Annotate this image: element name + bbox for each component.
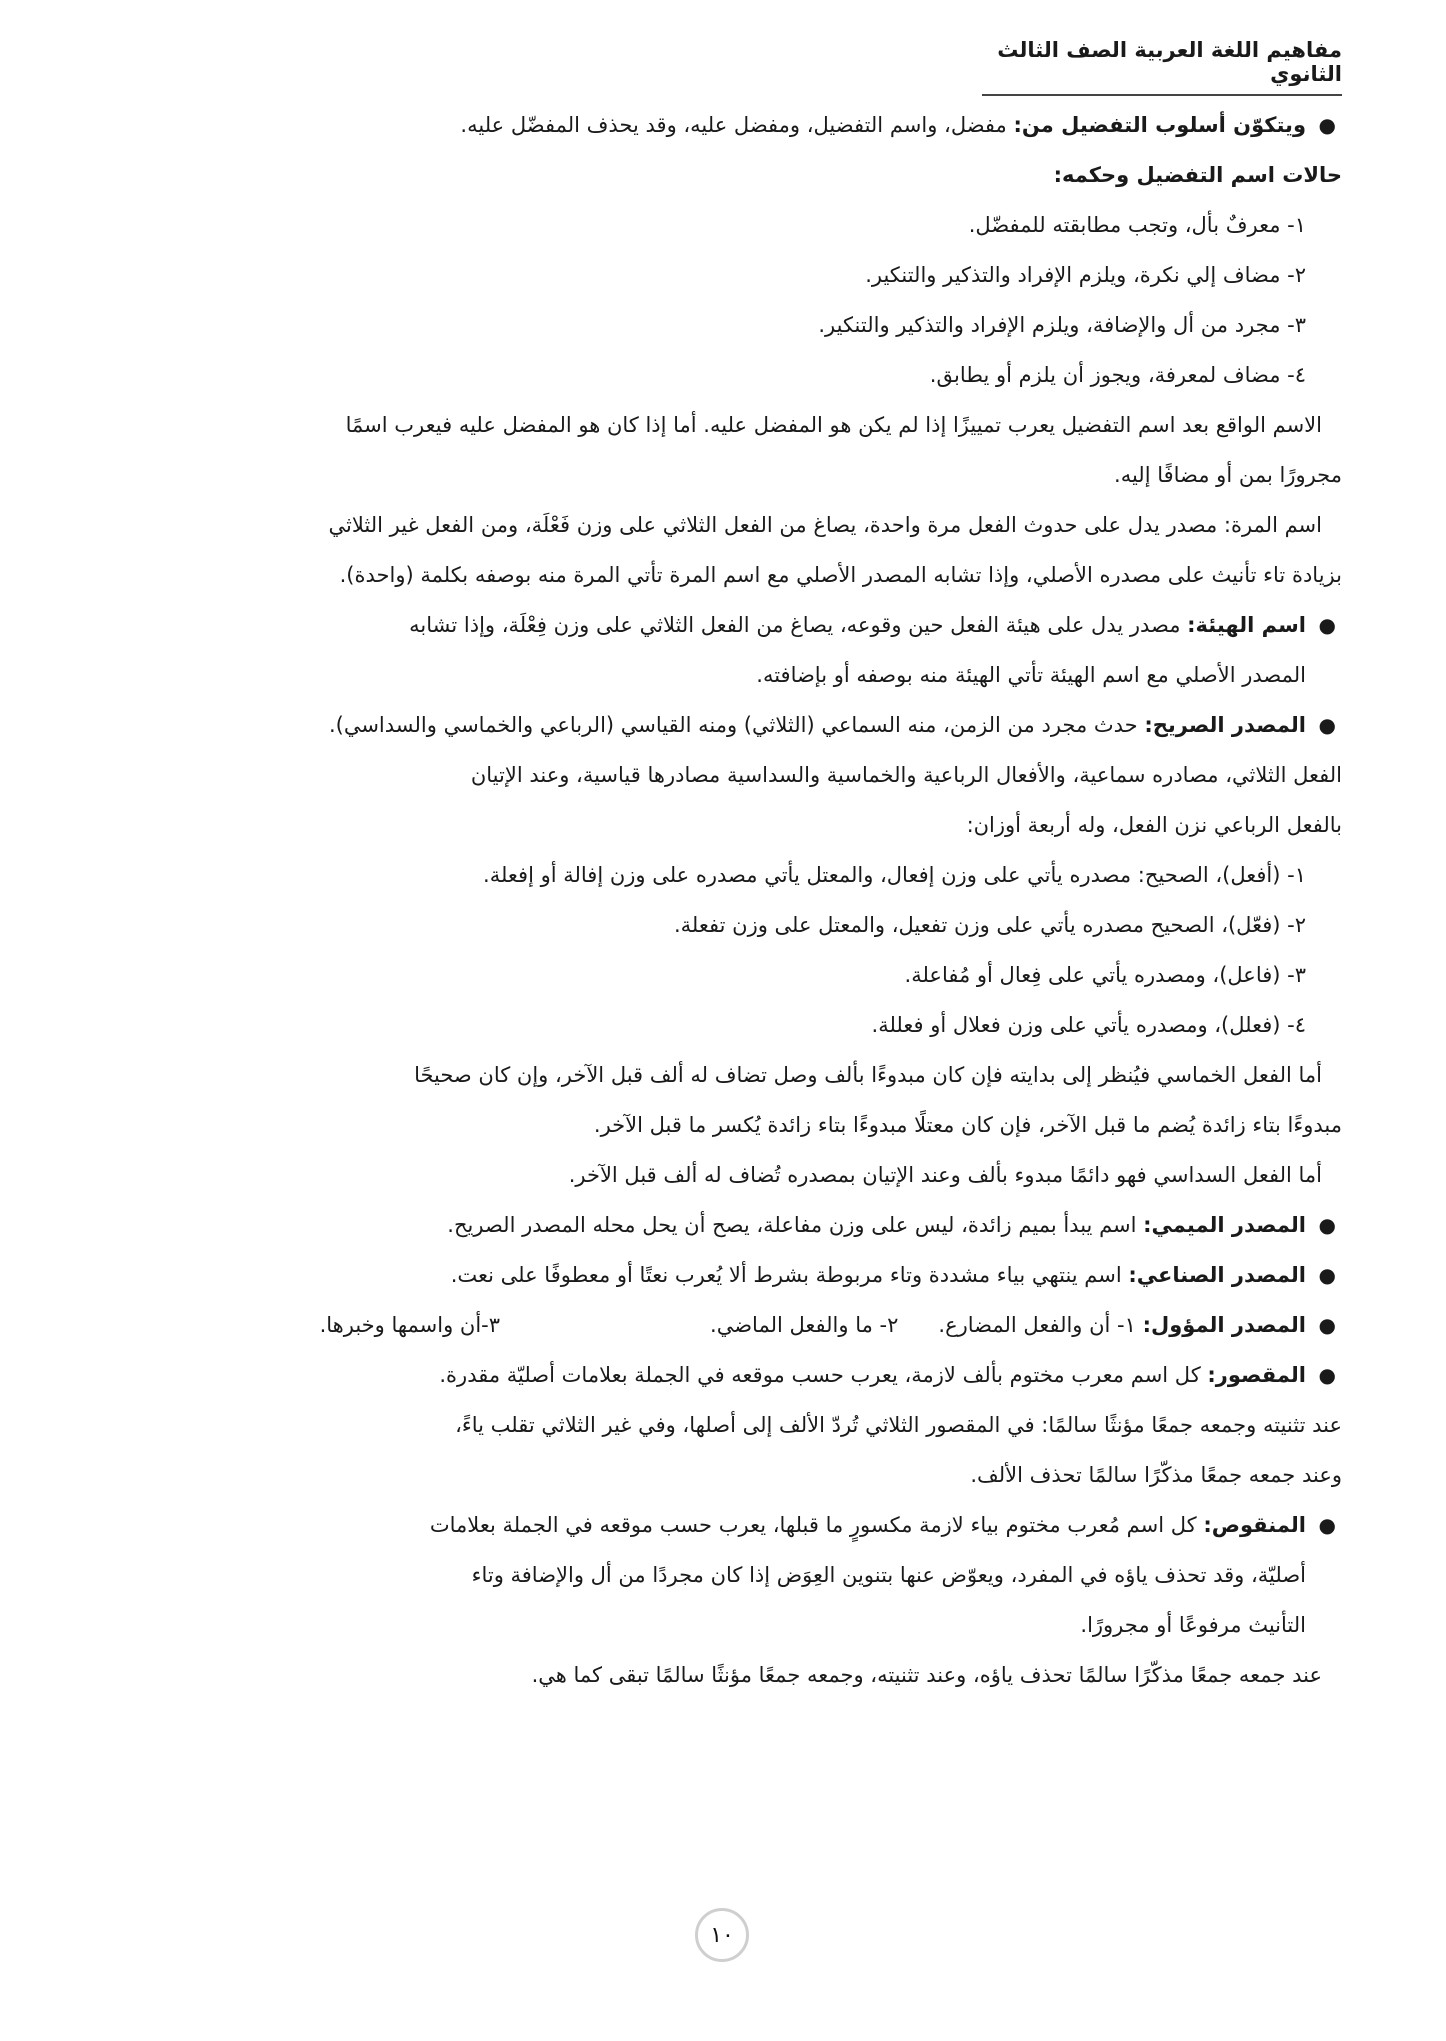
paragraph-thulathi-cont: بالفعل الرباعي نزن الفعل، وله أربعة أوزان: <box>966 813 1342 837</box>
bullet-masdar-muawwal <box>104 1300 1342 1350</box>
paragraph-maqsoor-note-cont: وعند جمعه جمعًا مذكّرًا سالمًا تحذف الألف. <box>970 1463 1342 1487</box>
term-label: المنقوص: <box>1203 1513 1306 1537</box>
term-definition: مصدر يدل على هيئة الفعل حين وقوعه، يصاغ من الفعل الثلاثي على وزن فِعْلَة، وإذا تشابه <box>409 613 1188 637</box>
paragraph-khumasi-cont: مبدوءًا بتاء زائدة يُضم ما قبل الآخر، فإن كان معتلًا مبدوءًا بتاء زائدة يُكسر ما قبل الآخر. <box>593 1113 1342 1137</box>
running-header: مفاهيم اللغة العربية الصف الثالث الثانوي <box>982 38 1342 96</box>
bullet-tafdeel-structure <box>104 100 1342 150</box>
bullet-icon: ● <box>1318 1363 1336 1387</box>
wazn-item: ١- (أفعل)، الصحيح: مصدره يأتي على وزن إفعال، والمعتل يأتي مصدره على وزن إفالة أو إفعلة. <box>483 863 1306 887</box>
case-item: ٣- مجرد من أل والإضافة، ويلزم الإفراد والتذكير والتنكير. <box>818 313 1306 337</box>
term-definition: كل اسم معرب مختوم بألف لازمة، يعرب حسب موقعه في الجملة بعلامات أصليّة مقدرة. <box>439 1363 1208 1387</box>
bullet-manqoos-cont: التأنيث مرفوعًا أو مجرورًا. <box>1080 1613 1306 1637</box>
term-label: المصدر الصناعي: <box>1128 1263 1306 1287</box>
paragraph-sudasi: أما الفعل السداسي فهو دائمًا مبدوء بألف وعند الإتيان بمصدره تُضاف له ألف قبل الآخر. <box>568 1163 1322 1187</box>
paragraph-manqoos-note: عند جمعه جمعًا مذكّرًا سالمًا تحذف ياؤه، وعند تثنيته، وجمعه جمعًا مؤنثًا سالمًا تبقى كما هي. <box>531 1663 1322 1687</box>
paragraph-maqsoor-note: عند تثنيته وجمعه جمعًا مؤنثًا سالمًا: في المقصور الثلاثي تُردّ الألف إلى أصلها، وفي غير الثلاثي تقلب ياءً، <box>455 1413 1342 1437</box>
paragraph-after-tafdeel-cont: مجرورًا بمن أو مضافًا إليه. <box>1114 463 1342 487</box>
bullet-ism-hay2a <box>104 600 1342 650</box>
page-body <box>104 100 1342 1700</box>
term-definition: حدث مجرد من الزمن، منه السماعي (الثلاثي) ومنه القياسي (الرباعي والخماسي والسداسي). <box>328 713 1145 737</box>
wazn-item: ٢- (فعّل)، الصحيح مصدره يأتي على وزن تفعيل، والمعتل على وزن تفعلة. <box>673 913 1306 937</box>
paragraph-ism-marra-cont: بزيادة تاء تأنيث على مصدره الأصلي، وإذا تشابه المصدر الأصلي مع اسم المرة تأتي المرة منه بوصفه بكلمة (واحدة). <box>339 563 1342 587</box>
wazn-item: ٤- (فعلل)، ومصدره يأتي على وزن فعلال أو فعللة. <box>871 1013 1306 1037</box>
page-number: ١٠ <box>710 1922 734 1948</box>
paragraph-after-tafdeel: الاسم الواقع بعد اسم التفضيل يعرب تمييزًا إذا لم يكن هو المفضل عليه. أما إذا كان هو المفضل عليه فيعرب اسمًا <box>345 413 1322 437</box>
case-item: ٤- مضاف لمعرفة، ويجوز أن يلزم أو يطابق. <box>929 363 1306 387</box>
term-definition: اسم يبدأ بميم زائدة، ليس على وزن مفاعلة، يصح أن يحل محله المصدر الصريح. <box>447 1213 1144 1237</box>
page-number-badge <box>695 1908 749 1962</box>
bullet-icon: ● <box>1318 1263 1336 1287</box>
bullet-manqoos <box>104 1500 1342 1550</box>
term-label: المصدر الصريح: <box>1144 713 1306 737</box>
bullet-icon: ● <box>1318 1513 1336 1537</box>
bullet-masdar-sinaai <box>104 1250 1342 1300</box>
term-label: اسم الهيئة: <box>1187 613 1306 637</box>
bullet-icon: ● <box>1318 113 1336 137</box>
bullet-maqsoor <box>104 1350 1342 1400</box>
muawwal-item-3: ٣-أن واسمها وخبرها. <box>319 1313 501 1337</box>
term-label: ويتكوّن أسلوب التفضيل من: <box>1013 113 1306 137</box>
paragraph-thulathi: الفعل الثلاثي، مصادره سماعية، والأفعال الرباعية والخماسية والسداسية مصادرها قياسية، وعند الإتيان <box>470 763 1342 787</box>
muawwal-item-1: ١- أن والفعل المضارع. <box>938 1313 1143 1337</box>
term-definition: مفضل، واسم التفضيل، ومفضل عليه، وقد يحذف المفضّل عليه. <box>460 113 1014 137</box>
case-item: ٢- مضاف إلي نكرة، ويلزم الإفراد والتذكير والتنكير. <box>865 263 1306 287</box>
term-definition: كل اسم مُعرب مختوم بياء لازمة مكسورٍ ما قبلها، يعرب حسب موقعه في الجملة بعلامات <box>429 1513 1204 1537</box>
case-item: ١- معرفٌ بأل، وتجب مطابقته للمفضّل. <box>968 213 1306 237</box>
bullet-manqoos-cont: أصليّة، وقد تحذف ياؤه في المفرد، ويعوّض عنها بتنوين العِوَض إذا كان مجردًا من أل والإضافة وتاء <box>471 1563 1306 1587</box>
term-label: المصدر الميمي: <box>1143 1213 1306 1237</box>
muawwal-item-2: ٢- ما والفعل الماضي. <box>710 1313 899 1337</box>
bullet-icon: ● <box>1318 1313 1336 1337</box>
term-label: المقصور: <box>1207 1363 1306 1387</box>
paragraph-ism-marra: اسم المرة: مصدر يدل على حدوث الفعل مرة واحدة، يصاغ من الفعل الثلاثي على وزن فَعْلَة، ومن الفعل غير الثلاثي <box>328 513 1322 537</box>
bullet-icon: ● <box>1318 613 1336 637</box>
term-label: المصدر المؤول: <box>1142 1313 1306 1337</box>
section-heading-cases: حالات اسم التفضيل وحكمه: <box>1053 163 1342 187</box>
bullet-ism-hay2a-cont: المصدر الأصلي مع اسم الهيئة تأتي الهيئة منه بوصفه أو بإضافته. <box>756 663 1306 687</box>
term-definition: اسم ينتهي بياء مشددة وتاء مربوطة بشرط ألا يُعرب نعتًا أو معطوفًا على نعت. <box>450 1263 1129 1287</box>
bullet-masdar-meemi <box>104 1200 1342 1250</box>
wazn-item: ٣- (فاعل)، ومصدره يأتي على فِعال أو مُفاعلة. <box>904 963 1306 987</box>
paragraph-khumasi: أما الفعل الخماسي فيُنظر إلى بدايته فإن كان مبدوءًا بألف وصل تضاف له ألف قبل الآخر، وإن كان صحيحًا <box>414 1063 1322 1087</box>
bullet-masdar-sareeh <box>104 700 1342 750</box>
bullet-icon: ● <box>1318 1213 1336 1237</box>
bullet-icon: ● <box>1318 713 1336 737</box>
